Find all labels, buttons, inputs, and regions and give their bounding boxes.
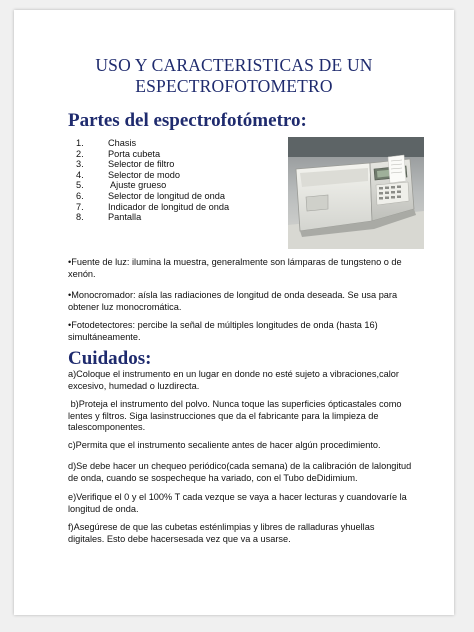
list-item-number: 1. — [76, 138, 84, 148]
list-item-label: Ajuste grueso — [108, 180, 167, 191]
document-title — [14, 55, 454, 97]
spectrophotometer-photo — [288, 137, 424, 249]
list-item-number: 6. — [76, 190, 84, 201]
care-item-d: d)Se debe hacer un chequeo periódico(cada semana) de la calibración de lalongitud de onda, cuando se sospecheque ha variado, con el Tubo deDidimium. — [68, 461, 412, 483]
list-item-number: 5. — [76, 180, 84, 191]
list-item — [76, 138, 286, 149]
list-item-label: Selector de filtro — [108, 159, 175, 170]
care-item-a: a)Coloque el instrumento en un lugar en donde no esté sujeto a vibraciones,calor excesivo, humedad o luzdirecta. — [68, 369, 399, 391]
list-item-label: Pantalla — [108, 212, 142, 223]
title-line-2: ESPECTROFOTOMETRO — [135, 76, 333, 96]
parts-list — [76, 138, 286, 223]
list-item-number: 4. — [76, 169, 84, 180]
list-item-label: Selector de modo — [108, 169, 181, 180]
care-heading: Cuidados: — [68, 348, 152, 369]
list-item — [76, 149, 286, 160]
list-item-number: 7. — [76, 201, 84, 212]
list-item — [76, 170, 286, 181]
list-item — [76, 159, 286, 170]
list-item-label: Chasis — [108, 138, 137, 148]
list-item-number: 8. — [76, 212, 84, 223]
care-item-b: b)Proteja el instrumento del polvo. Nunca toque las superficies ópticastales como lentes y filtros. Siga lasinstrucciones que da el fabricante para la limpieza de talescomponentes. — [68, 399, 405, 433]
component-photodetectors: •Fotodetectores: percibe la señal de múltiples longitudes de onda (hasta 16) simultáneamente. — [68, 320, 378, 342]
list-item — [76, 191, 286, 202]
component-light-source: •Fuente de luz: ilumina la muestra, generalmente son lámparas de tungsteno o de xenón. — [68, 257, 402, 279]
list-item-label: Indicador de longitud de onda — [108, 201, 230, 212]
list-item — [76, 202, 286, 213]
care-item-c: c)Permita que el instrumento secaliente antes de hacer algún procedimiento. — [68, 440, 381, 450]
list-item-label: Porta cubeta — [108, 148, 161, 159]
list-item — [76, 212, 286, 223]
title-line-1: USO Y CARACTERISTICAS DE UN — [95, 55, 373, 75]
care-item-f: f)Asegúrese de que las cubetas esténlimpias y libres de ralladuras yhuellas digitales. Esto debe hacersesada vez que va a usarse. — [68, 522, 375, 544]
component-monochromator: •Monocromador: aísla las radiaciones de longitud de onda deseada. Se usa para obtener luz monocromática. — [68, 290, 398, 312]
document-page — [14, 10, 454, 615]
list-item-label: Selector de longitud de onda — [108, 190, 225, 201]
list-item-number: 3. — [76, 159, 84, 170]
list-item — [76, 180, 286, 191]
care-item-e: e)Verifique el 0 y el 100% T cada vezque se vaya a hacer lecturas y cuandovaríe la longitud de onda. — [68, 492, 407, 514]
parts-heading: Partes del espectrofotómetro: — [68, 110, 307, 131]
list-item-number: 2. — [76, 148, 84, 159]
